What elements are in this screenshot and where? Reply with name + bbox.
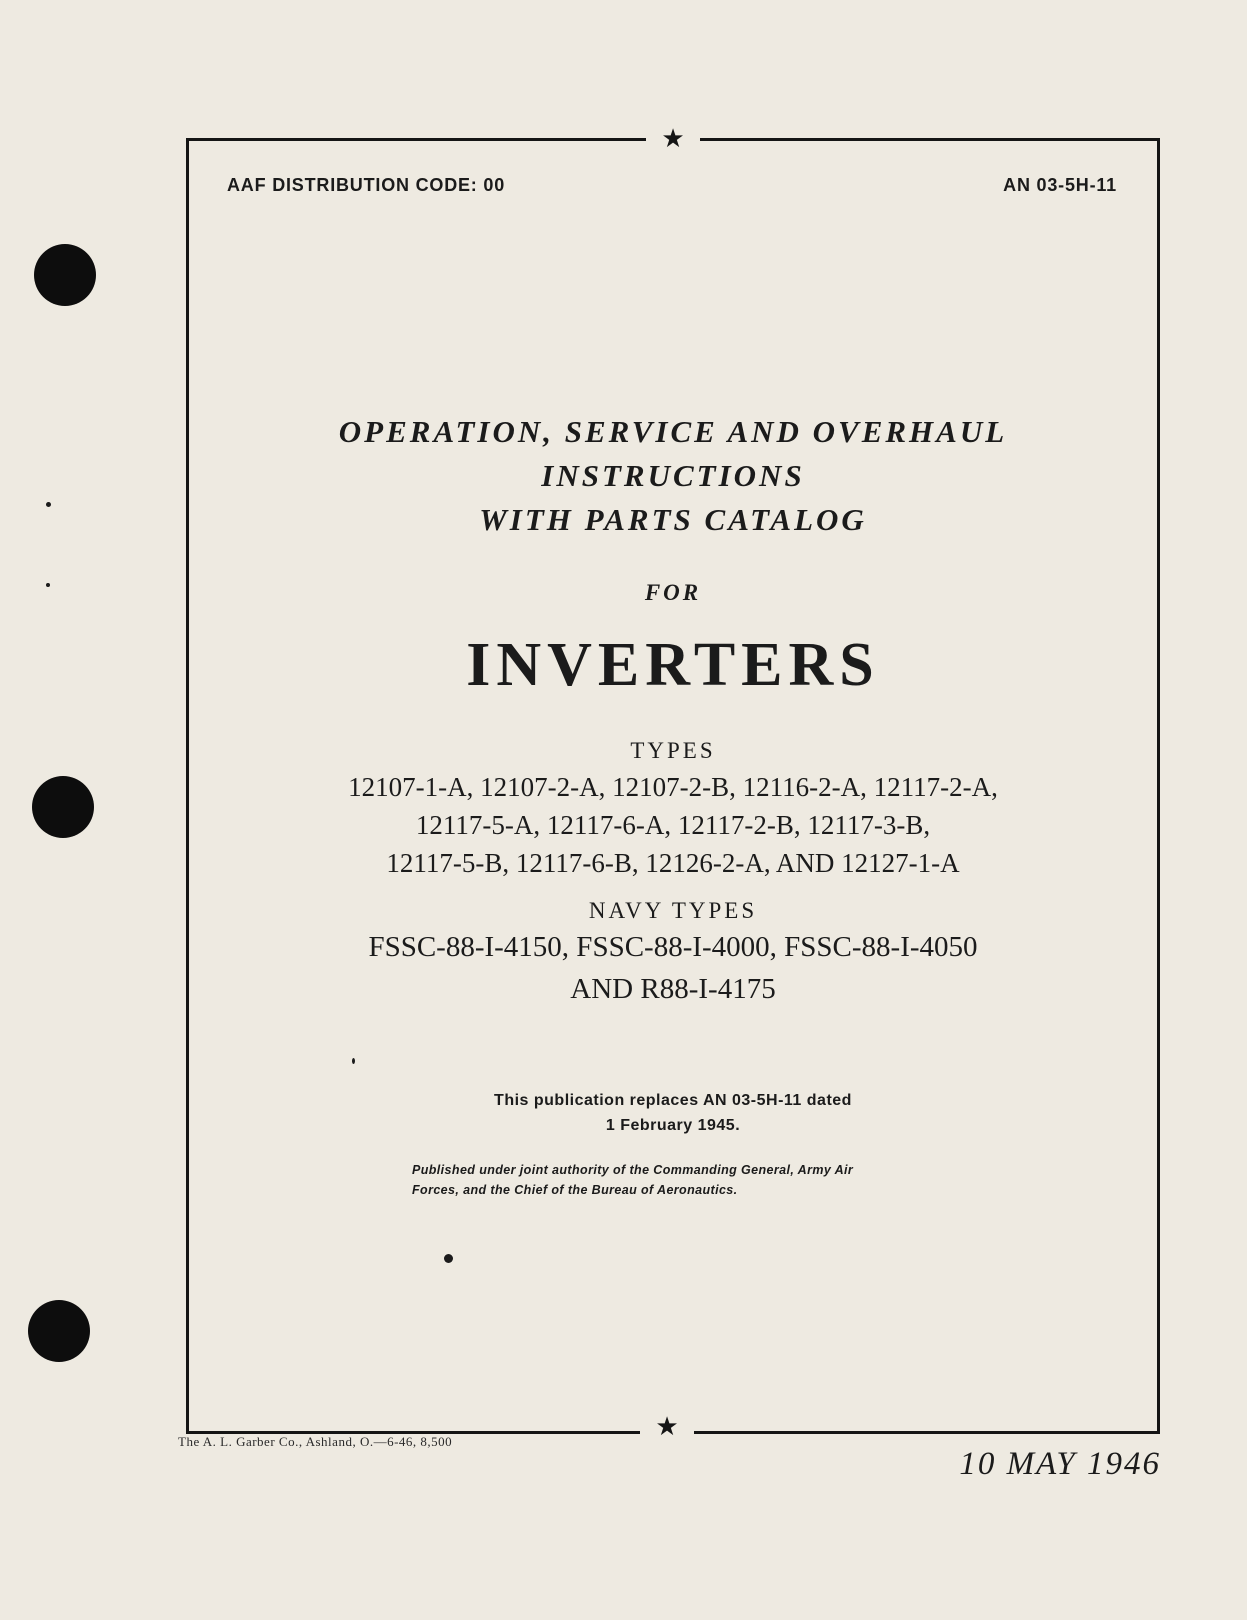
- types-line-1: 12107-1-A, 12107-2-A, 12107-2-B, 12116-2-A, 12117-2-A,: [348, 772, 998, 802]
- paper-speck: [46, 502, 51, 507]
- star-icon: ★: [640, 1412, 694, 1442]
- types-heading: TYPES: [630, 738, 716, 763]
- document-number: AN 03-5H-11: [1003, 175, 1117, 195]
- title-block: [186, 410, 1160, 542]
- punch-hole-bottom: [28, 1300, 90, 1362]
- types-line-2: 12117-5-A, 12117-6-A, 12117-2-B, 12117-3-B,: [415, 810, 931, 840]
- punch-hole-middle: [32, 776, 94, 838]
- navy-types-line-2: AND R88-I-4175: [570, 973, 776, 1005]
- for-line: [186, 580, 1160, 606]
- replaces-block: [186, 1088, 1160, 1138]
- printer-imprint: The A. L. Garber Co., Ashland, O.—6-46, 8,500: [178, 1434, 453, 1449]
- navy-types-line-1: FSSC-88-I-4150, FSSC-88-I-4000, FSSC-88-I-4050: [368, 931, 978, 963]
- authority-note: [412, 1160, 853, 1200]
- navy-types-heading: NAVY TYPES: [588, 898, 758, 923]
- for-label: FOR: [644, 580, 702, 605]
- navy-types-block: [186, 898, 1160, 1010]
- authority-line-1: Published under joint authority of the Commanding General, Army Air: [412, 1163, 854, 1177]
- subject-block: [186, 630, 1160, 701]
- paper-speck: [46, 583, 50, 587]
- punch-hole-top: [34, 244, 96, 306]
- title-line-1: OPERATION, SERVICE AND OVERHAUL: [338, 414, 1008, 449]
- types-block: [186, 738, 1160, 882]
- publication-date: 10 MAY 1946: [959, 1446, 1161, 1482]
- subject-title: INVERTERS: [466, 631, 880, 699]
- replaces-line-2: 1 February 1945.: [605, 1117, 741, 1134]
- title-line-2: INSTRUCTIONS: [541, 458, 805, 493]
- types-line-3: 12117-5-B, 12117-6-B, 12126-2-A, AND 12127-1-A: [386, 848, 960, 878]
- title-line-3: WITH PARTS CATALOG: [479, 502, 867, 537]
- replaces-line-1: This publication replaces AN 03-5H-11 dated: [494, 1092, 852, 1109]
- distribution-code: AAF DISTRIBUTION CODE: 00: [227, 175, 506, 195]
- authority-line-2: Forces, and the Chief of the Bureau of Aeronautics.: [412, 1183, 738, 1197]
- star-icon: ★: [646, 124, 700, 154]
